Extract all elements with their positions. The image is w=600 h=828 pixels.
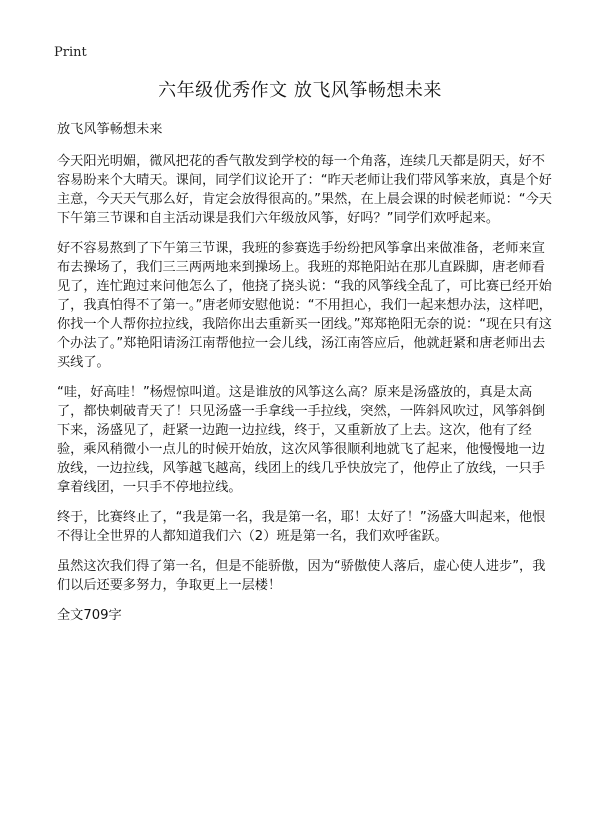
article-title: 六年级优秀作文 放飞风筝畅想未来 (158, 80, 442, 101)
paragraph: 虽然这次我们得了第一名，但是不能骄傲，因为“骄傲使人落后，虚心使人进步”，我们以后还要多努力，争取更上一层楼！ (57, 559, 546, 593)
print-link[interactable]: Print (54, 45, 87, 60)
article-subtitle: 放飞风筝畅想未来 (57, 122, 163, 137)
article-body (57, 120, 557, 636)
paragraph: 今天阳光明媚，微风把花的香气散发到学校的每一个角落，连续几天都是阴天，好不容易盼来个大晴天。课间，同学们议论开了：“昨天老师让我们带风筝来放，真是个好主意，今天天气那么好，肯定会放得很高的。”果然，在上晨会课的时候老师说：“今天下午第三节课和自主活动课是我们六年级放风筝，好吗？”同学们欢呼起来。 (57, 154, 552, 226)
paragraph: 终于，比赛终止了，“我是第一名，我是第一名，耶！太好了！”汤盛大叫起来，他恨不得让全世界的人都知道我们六（2）班是第一名，我们欢呼雀跃。 (57, 510, 546, 544)
paragraph: “哇，好高哇！”杨煜惊叫道。这是谁放的风筝这么高？原来是汤盛放的，真是太高了，都快刺破青天了！只见汤盛一手拿线一手拉线，突然，一阵斜风吹过，风筝斜倒下来，汤盛见了，赶紧一边跑一边拉线，终于，又重新放了上去。这次，他有了经验，乘风稍微小一点儿的时候开始放，这次风筝很顺利地就飞了起来，他慢慢地一边放线，一边拉线，风筝越飞越高，线团上的线几乎快放完了，他停止了放线，一只手拿着线团，一只手不停地拉线。 (57, 385, 545, 495)
paragraph: 好不容易熬到了下午第三节课，我班的参赛选手纷纷把风筝拿出来做准备，老师来宣布去操场了，我们三三两两地来到操场上。我班的郑艳阳站在那儿直跺脚，唐老师看见了，连忙跑过来问他怎么了，他挠了挠头说：“我的风筝线全乱了，可比赛已经开始了，我真怕得不了第一。”唐老师安慰他说：“不用担心，我们一起来想办法，这样吧，你找一个人帮你拉拉线，我陪你出去重新买一团线。”郑郑艳阳无奈的说：“现在只有这个办法了。”郑艳阳请汤江南帮他拉一会儿线，汤江南答应后，他就赶紧和唐老师出去买线了。 (57, 241, 552, 370)
word-count: 全文709字 (57, 608, 122, 623)
